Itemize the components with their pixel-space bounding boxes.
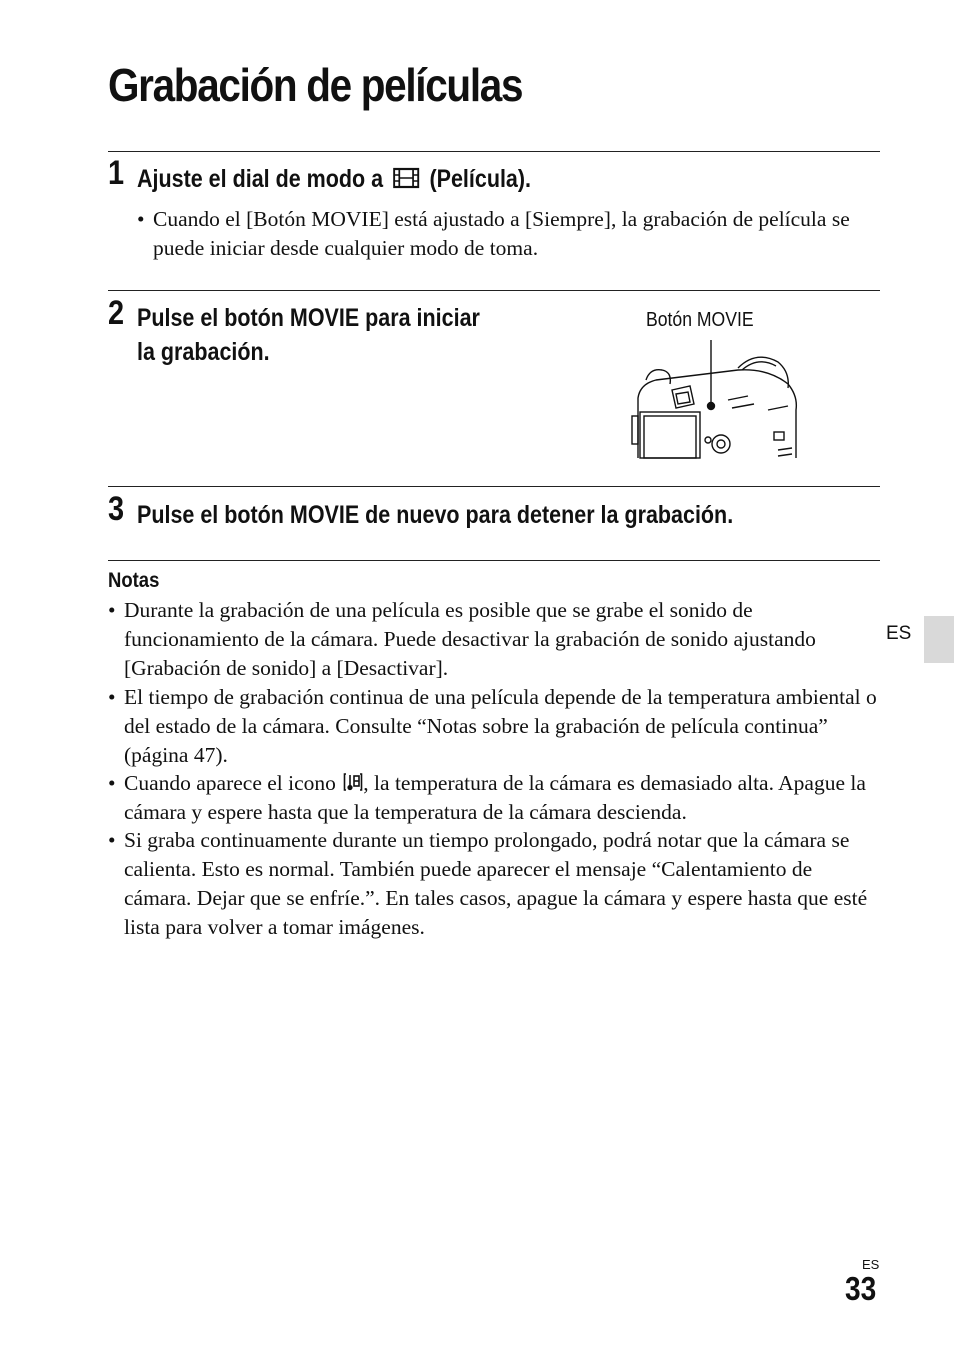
step-title-text: (Película). [429, 165, 532, 193]
step-number: 2 [108, 294, 125, 332]
divider [108, 290, 880, 291]
language-tab [924, 616, 954, 663]
bullet-icon: • [137, 207, 145, 231]
list-item: • Cuando aparece el icono , la temperatura de la cámara es demasiado alta. Apague la cámara y espere hasta que la temperatura de la cámara descienda. [108, 771, 866, 824]
bullet-icon: • [108, 771, 116, 795]
divider [108, 151, 880, 152]
list-item: • Si graba continuamente durante un tiempo prolongado, podrá notar que la cámara se calienta. Esto es normal. También puede aparecer el mensaje “Calentamiento de cámara. Dejar que se enfríe.”. En tales casos, apague la cámara y espere hasta que esté lista para volver a tomar imágenes. [108, 828, 868, 939]
list-item: • Cuando el [Botón MOVIE] está ajustado a [Siempre], la grabación de película se puede iniciar desde cualquier modo de toma. [137, 207, 850, 260]
figure-label: Botón MOVIE [646, 309, 754, 331]
bullet-icon: • [108, 828, 116, 852]
divider [108, 560, 880, 561]
divider [108, 486, 880, 487]
step-title: Pulse el botón MOVIE de nuevo para detener la grabación. [137, 501, 734, 529]
bullet-icon: • [108, 598, 116, 622]
step-number: 1 [108, 154, 125, 192]
page-language: ES [862, 1257, 880, 1272]
page-title: Grabación de películas [108, 59, 523, 111]
step-title [137, 162, 531, 196]
movie-mode-icon [393, 166, 421, 190]
notes-heading: Notas [108, 569, 160, 592]
camera-illustration [628, 340, 800, 460]
language-tab-label: ES [886, 623, 912, 644]
list-item: • El tiempo de grabación continua de una película depende de la temperatura ambiental o del estado de la cámara. Consulte “Notas sobre la grabación de película continua” (página 47). [108, 685, 877, 767]
overheat-icon [343, 772, 363, 792]
list-item: • Durante la grabación de una película es posible que se grabe el sonido de funcionamiento de la cámara. Puede desactivar la grabación de sonido ajustando [Grabación de sonido] a [Desactivar]. [108, 598, 816, 680]
page-number: 33 [845, 1270, 877, 1307]
step-title-text: Ajuste el dial de modo a [137, 165, 384, 193]
step-title: Pulse el botón MOVIE para iniciar la grabación. [137, 304, 480, 366]
bullet-icon: • [108, 685, 116, 709]
step-number: 3 [108, 490, 125, 528]
